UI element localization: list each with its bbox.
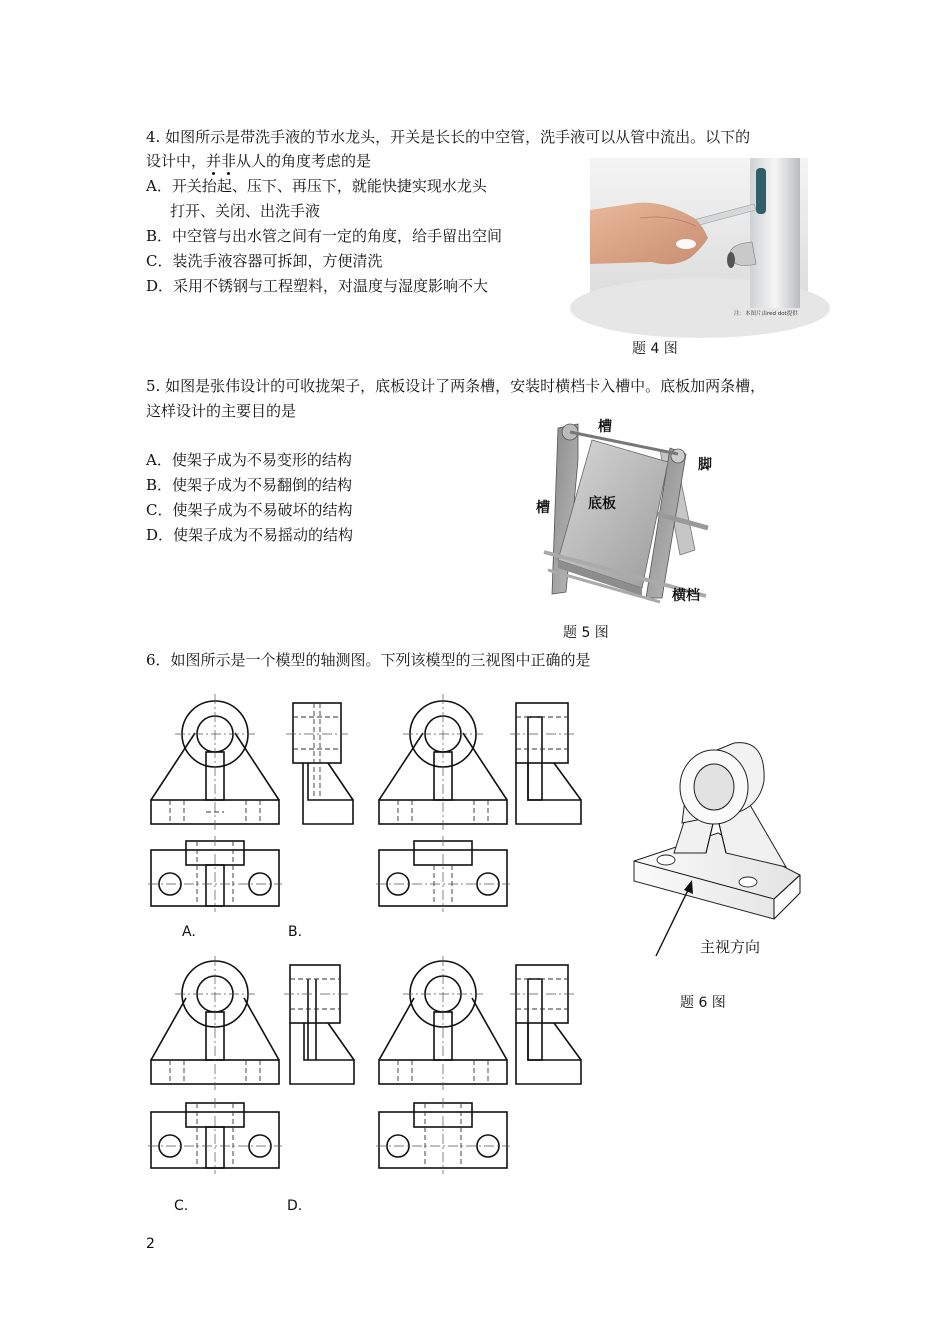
top-view-d (376, 1098, 510, 1174)
q5-label-crossbar: 横档 (672, 588, 700, 604)
q5-caption: 题 5 图 (563, 625, 609, 641)
q4-stem-line2-b: 从人的角度考虑的是 (236, 152, 372, 170)
q4-stem-line2 (146, 151, 371, 171)
side-view-c (284, 965, 354, 1084)
q4-faucet-photo (590, 158, 808, 318)
q4-stem-line2-a: 设计中， (146, 152, 207, 170)
q4-option-c: C．装洗手液容器可拆卸，方便清洗 (146, 252, 383, 270)
q6-view-b (376, 700, 586, 910)
q4-emphasis-char-2: 非 (221, 152, 237, 170)
q5-label-slot-left: 槽 (536, 500, 550, 516)
top-view-c (148, 1098, 282, 1174)
q5-stem-line1: 5. 如图是张伟设计的可收拢架子，底板设计了两条槽，安装时横档卡入槽中。底板加两条槽， (146, 377, 766, 395)
q5-option-b: B．使架子成为不易翻倒的结构 (146, 476, 353, 494)
q5-stem-line2: 这样设计的主要目的是 (146, 402, 297, 420)
q6-view-d (376, 962, 586, 1172)
q6-direction-label: 主视方向 (700, 938, 761, 956)
q4-option-b: B．中空管与出水管之间有一定的角度，给手留出空间 (146, 227, 503, 245)
page-number: 2 (146, 1236, 155, 1252)
side-view-a (286, 703, 353, 824)
q5-label-foot: 脚 (698, 457, 712, 473)
soap-window (756, 168, 766, 214)
q5-option-d: D．使架子成为不易摇动的结构 (146, 526, 354, 544)
side-view-d (510, 965, 581, 1084)
q5-label-board: 底板 (588, 496, 616, 512)
front-view-d (379, 956, 507, 1090)
model-hole-left (657, 855, 675, 865)
q6-label-d: D. (287, 1198, 303, 1214)
q6-caption: 题 6 图 (680, 995, 726, 1011)
q4-option-d: D．采用不锈钢与工程塑料，对温度与湿度影响不大 (146, 277, 489, 295)
q4-photo-note: 注：本图片由red dot提供 (734, 311, 798, 317)
side-view-b (510, 703, 581, 824)
q4-emphasis-char-1: 并 (206, 152, 222, 170)
q6-stem: 6．如图所示是一个模型的轴测图。下列该模型的三视图中正确的是 (146, 651, 591, 669)
q6-label-b: B. (288, 924, 303, 940)
q4-caption: 题 4 图 (632, 341, 678, 357)
q6-label-c: C. (174, 1198, 189, 1214)
q5-option-a: A．使架子成为不易变形的结构 (146, 451, 352, 469)
q5-option-c: C．使架子成为不易破坏的结构 (146, 501, 353, 519)
front-view-a (151, 694, 279, 830)
q4-stem-line1: 4. 如图所示是带洗手液的节水龙头，开关是长长的中空管，洗手液可以从管中流出。以下的 (146, 128, 751, 146)
q6-view-c (148, 962, 358, 1172)
front-view-c (151, 956, 279, 1090)
q6-view-a (148, 700, 358, 910)
q4-option-a-line1: A．开关抬起、压下、再压下，就能快捷实现水龙头 (146, 177, 487, 195)
front-view-b (379, 694, 507, 830)
q6-label-a: A. (182, 924, 196, 940)
model-hole-right (739, 877, 757, 887)
model-bore (694, 764, 734, 810)
top-view-a (148, 836, 282, 912)
top-view-b (376, 836, 510, 912)
direction-arrow (652, 876, 698, 960)
q5-label-slot-top: 槽 (598, 419, 612, 435)
q5-rack-illustration (530, 410, 730, 615)
q4-option-a-line2: 打开、关闭、出洗手液 (170, 202, 321, 220)
